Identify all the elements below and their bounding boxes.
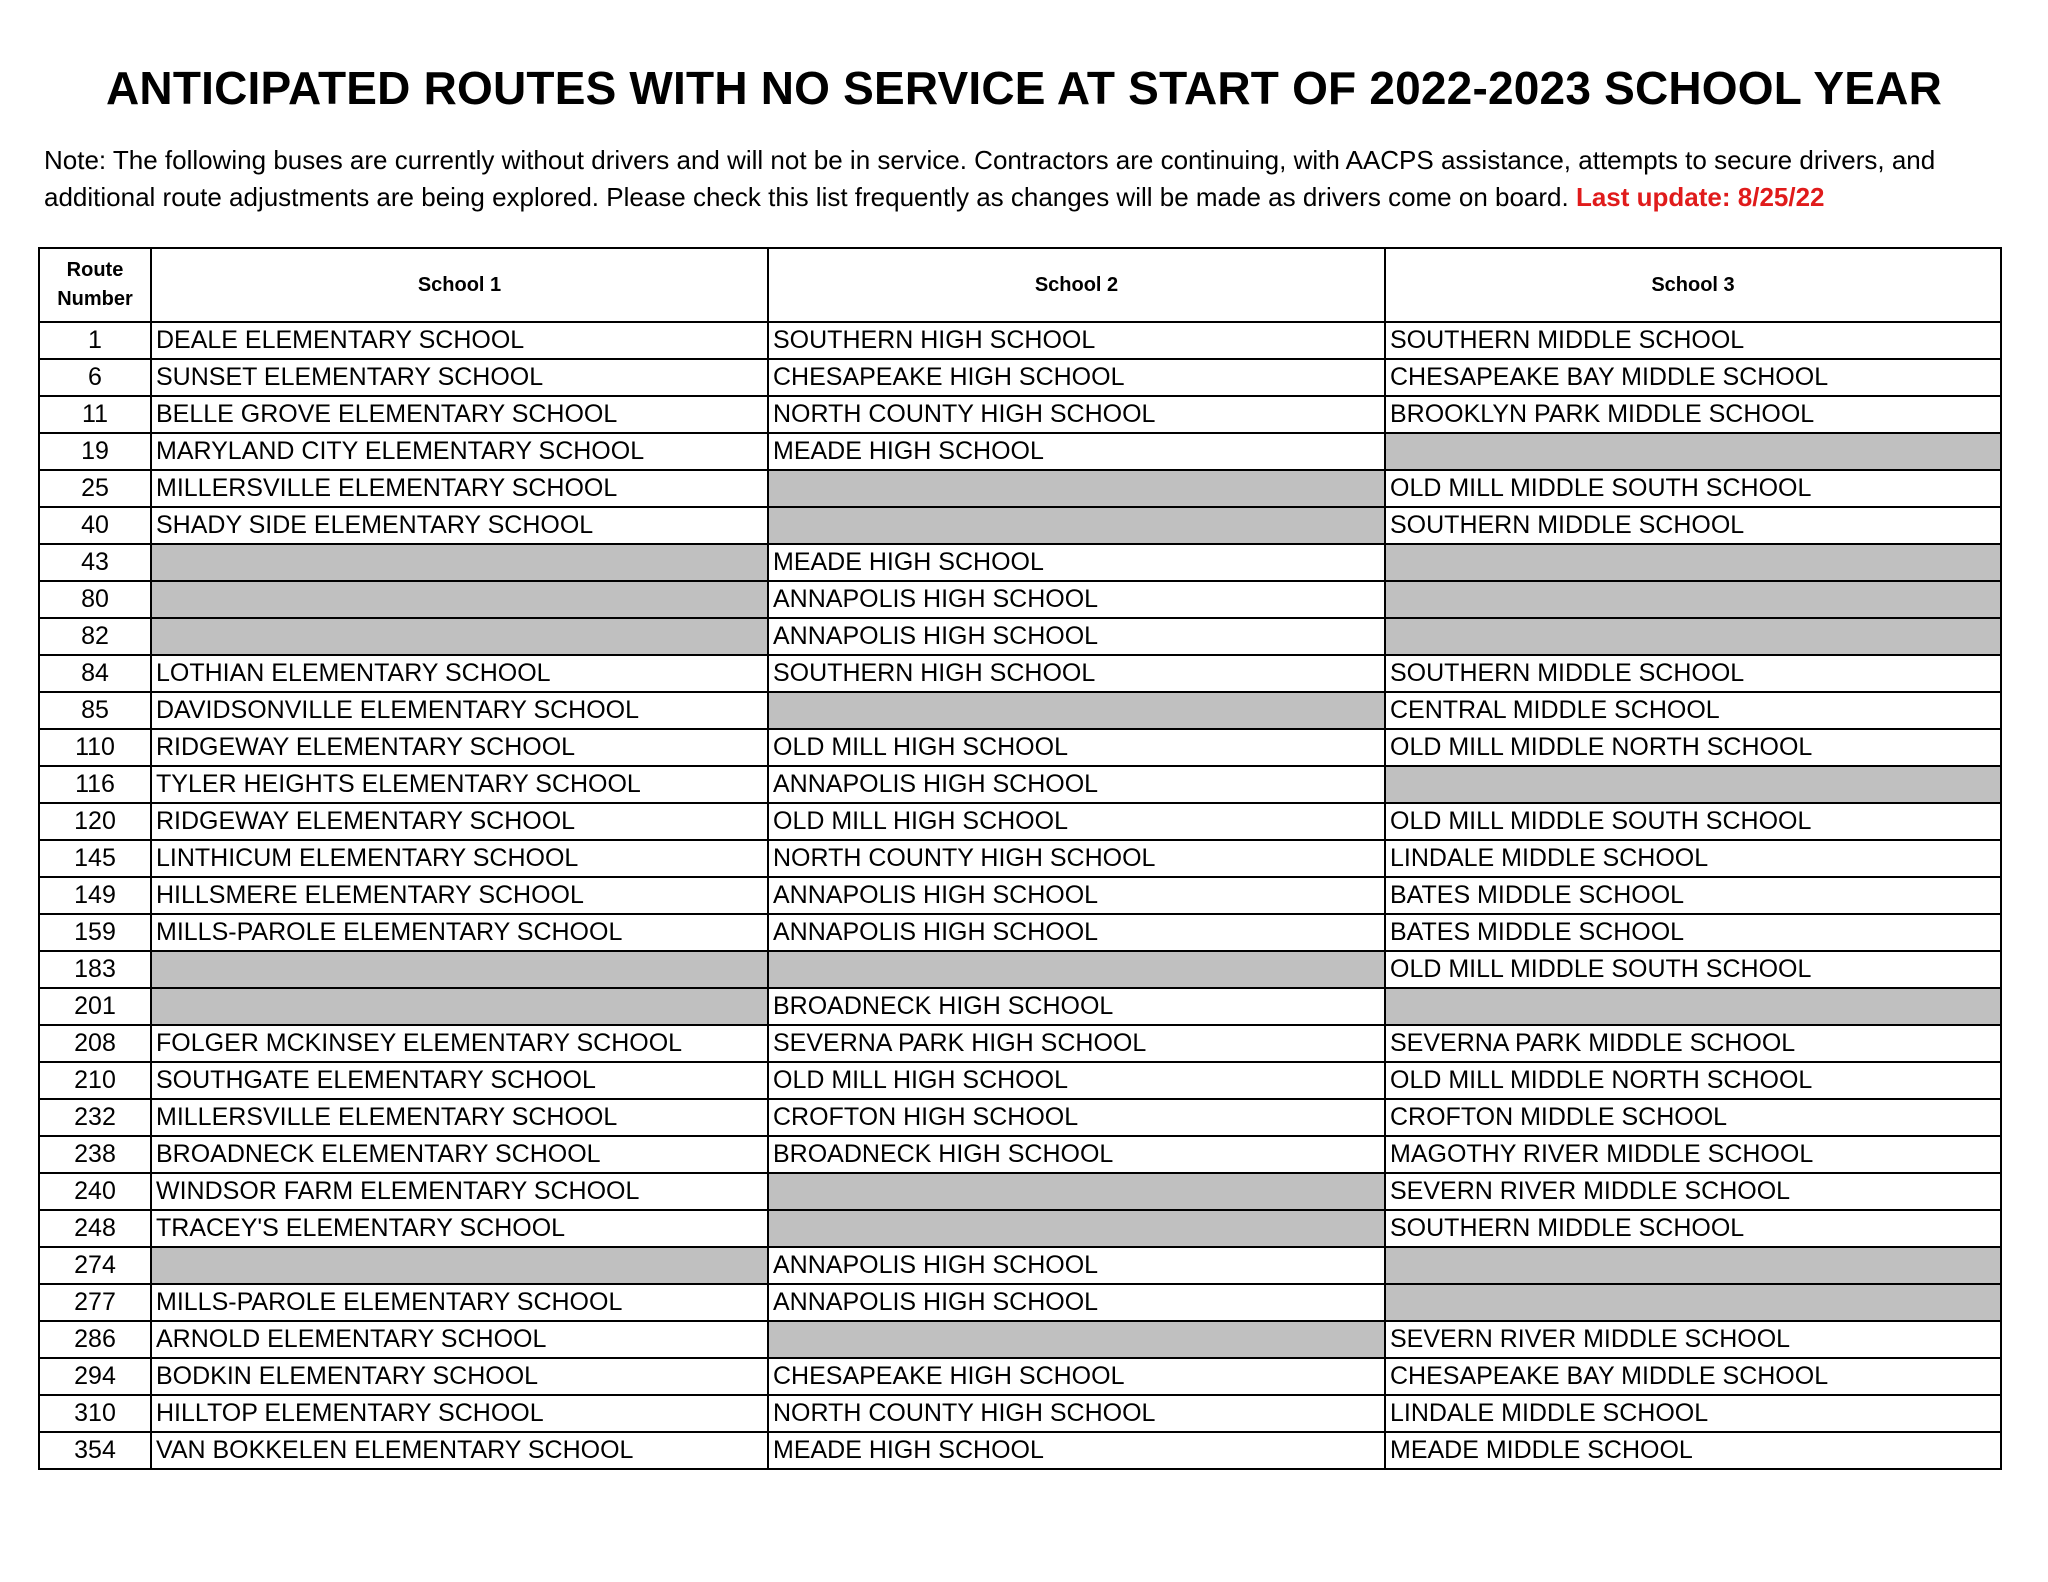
school-3-cell: SOUTHERN MIDDLE SCHOOL (1385, 507, 2001, 544)
header-school-2: School 2 (768, 248, 1385, 322)
school-1-cell: SHADY SIDE ELEMENTARY SCHOOL (151, 507, 768, 544)
school-2-cell: NORTH COUNTY HIGH SCHOOL (768, 840, 1385, 877)
route-number-cell: 80 (39, 581, 151, 618)
school-2-cell: BROADNECK HIGH SCHOOL (768, 988, 1385, 1025)
school-2-cell: MEADE HIGH SCHOOL (768, 544, 1385, 581)
last-update: Last update: 8/25/22 (1575, 182, 1825, 212)
route-number-cell: 286 (39, 1321, 151, 1358)
route-number-cell: 1 (39, 322, 151, 359)
table-row (39, 1247, 2001, 1284)
school-2-cell: ANNAPOLIS HIGH SCHOOL (768, 618, 1385, 655)
route-number-cell: 82 (39, 618, 151, 655)
table-row (39, 507, 2001, 544)
school-1-cell (151, 951, 768, 988)
header-school-3: School 3 (1385, 248, 2001, 322)
school-3-cell: CHESAPEAKE BAY MIDDLE SCHOOL (1385, 359, 2001, 396)
school-2-cell: NORTH COUNTY HIGH SCHOOL (768, 396, 1385, 433)
route-number-cell: 201 (39, 988, 151, 1025)
school-1-cell: LINTHICUM ELEMENTARY SCHOOL (151, 840, 768, 877)
routes-table (38, 247, 2002, 1470)
school-2-cell: CHESAPEAKE HIGH SCHOOL (768, 359, 1385, 396)
table-row (39, 766, 2001, 803)
table-row (39, 803, 2001, 840)
school-3-cell: CENTRAL MIDDLE SCHOOL (1385, 692, 2001, 729)
routes-table-body (39, 322, 2001, 1469)
table-row (39, 396, 2001, 433)
school-1-cell: HILLSMERE ELEMENTARY SCHOOL (151, 877, 768, 914)
school-3-cell: OLD MILL MIDDLE SOUTH SCHOOL (1385, 470, 2001, 507)
route-number-cell: 248 (39, 1210, 151, 1247)
school-1-cell (151, 618, 768, 655)
table-row (39, 1358, 2001, 1395)
school-3-cell: SEVERN RIVER MIDDLE SCHOOL (1385, 1173, 2001, 1210)
school-2-cell: CHESAPEAKE HIGH SCHOOL (768, 1358, 1385, 1395)
school-1-cell: MILLERSVILLE ELEMENTARY SCHOOL (151, 470, 768, 507)
school-3-cell (1385, 766, 2001, 803)
route-number-cell: 274 (39, 1247, 151, 1284)
route-number-cell: 145 (39, 840, 151, 877)
table-row (39, 581, 2001, 618)
school-1-cell: TYLER HEIGHTS ELEMENTARY SCHOOL (151, 766, 768, 803)
route-number-cell: 19 (39, 433, 151, 470)
school-2-cell: OLD MILL HIGH SCHOOL (768, 803, 1385, 840)
school-2-cell (768, 1321, 1385, 1358)
route-number-cell: 110 (39, 729, 151, 766)
route-number-cell: 159 (39, 914, 151, 951)
school-3-cell: OLD MILL MIDDLE SOUTH SCHOOL (1385, 803, 2001, 840)
school-3-cell (1385, 618, 2001, 655)
route-number-cell: 116 (39, 766, 151, 803)
school-3-cell (1385, 1247, 2001, 1284)
table-row (39, 544, 2001, 581)
table-row (39, 433, 2001, 470)
school-3-cell (1385, 544, 2001, 581)
school-1-cell: FOLGER MCKINSEY ELEMENTARY SCHOOL (151, 1025, 768, 1062)
school-3-cell: SOUTHERN MIDDLE SCHOOL (1385, 322, 2001, 359)
school-3-cell: SOUTHERN MIDDLE SCHOOL (1385, 1210, 2001, 1247)
school-3-cell: SEVERN RIVER MIDDLE SCHOOL (1385, 1321, 2001, 1358)
school-1-cell: LOTHIAN ELEMENTARY SCHOOL (151, 655, 768, 692)
school-1-cell: MILLS-PAROLE ELEMENTARY SCHOOL (151, 914, 768, 951)
school-2-cell (768, 470, 1385, 507)
table-row (39, 840, 2001, 877)
table-row (39, 877, 2001, 914)
route-number-cell: 11 (39, 396, 151, 433)
table-row (39, 1395, 2001, 1432)
route-number-cell: 238 (39, 1136, 151, 1173)
table-row (39, 951, 2001, 988)
route-number-cell: 43 (39, 544, 151, 581)
route-number-cell: 210 (39, 1062, 151, 1099)
school-1-cell: RIDGEWAY ELEMENTARY SCHOOL (151, 803, 768, 840)
school-2-cell: SEVERNA PARK HIGH SCHOOL (768, 1025, 1385, 1062)
table-row (39, 914, 2001, 951)
school-1-cell (151, 1247, 768, 1284)
school-1-cell: TRACEY'S ELEMENTARY SCHOOL (151, 1210, 768, 1247)
school-2-cell: ANNAPOLIS HIGH SCHOOL (768, 1247, 1385, 1284)
school-1-cell: WINDSOR FARM ELEMENTARY SCHOOL (151, 1173, 768, 1210)
table-row (39, 1284, 2001, 1321)
school-2-cell: BROADNECK HIGH SCHOOL (768, 1136, 1385, 1173)
route-number-cell: 294 (39, 1358, 151, 1395)
route-number-cell: 277 (39, 1284, 151, 1321)
school-1-cell: BODKIN ELEMENTARY SCHOOL (151, 1358, 768, 1395)
table-row (39, 359, 2001, 396)
school-1-cell: BELLE GROVE ELEMENTARY SCHOOL (151, 396, 768, 433)
school-3-cell: MAGOTHY RIVER MIDDLE SCHOOL (1385, 1136, 2001, 1173)
school-2-cell (768, 1210, 1385, 1247)
page-title: ANTICIPATED ROUTES WITH NO SERVICE AT START OF 2022-2023 SCHOOL YEAR (106, 62, 1942, 114)
school-2-cell: MEADE HIGH SCHOOL (768, 1432, 1385, 1469)
route-number-cell: 84 (39, 655, 151, 692)
route-number-cell: 310 (39, 1395, 151, 1432)
school-3-cell (1385, 1284, 2001, 1321)
school-2-cell (768, 507, 1385, 544)
school-2-cell: OLD MILL HIGH SCHOOL (768, 729, 1385, 766)
school-1-cell: SOUTHGATE ELEMENTARY SCHOOL (151, 1062, 768, 1099)
table-row (39, 1173, 2001, 1210)
school-3-cell: SEVERNA PARK MIDDLE SCHOOL (1385, 1025, 2001, 1062)
route-number-cell: 25 (39, 470, 151, 507)
school-1-cell: MILLERSVILLE ELEMENTARY SCHOOL (151, 1099, 768, 1136)
school-3-cell: OLD MILL MIDDLE NORTH SCHOOL (1385, 729, 2001, 766)
school-2-cell (768, 692, 1385, 729)
note-text: Note: The following buses are currently without drivers and will not be in service. Contractors are continuing, with AACPS assistance, attempts to secure drivers, and additional route adjustments are being explored. Please check this list frequently as changes will be made as drivers come on board. (44, 145, 1936, 212)
school-3-cell: CHESAPEAKE BAY MIDDLE SCHOOL (1385, 1358, 2001, 1395)
school-2-cell: ANNAPOLIS HIGH SCHOOL (768, 581, 1385, 618)
school-1-cell: RIDGEWAY ELEMENTARY SCHOOL (151, 729, 768, 766)
table-row (39, 1210, 2001, 1247)
school-1-cell: HILLTOP ELEMENTARY SCHOOL (151, 1395, 768, 1432)
school-2-cell: NORTH COUNTY HIGH SCHOOL (768, 1395, 1385, 1432)
school-2-cell: ANNAPOLIS HIGH SCHOOL (768, 766, 1385, 803)
school-3-cell: BATES MIDDLE SCHOOL (1385, 877, 2001, 914)
school-2-cell: MEADE HIGH SCHOOL (768, 433, 1385, 470)
school-1-cell (151, 544, 768, 581)
school-2-cell: OLD MILL HIGH SCHOOL (768, 1062, 1385, 1099)
school-3-cell: OLD MILL MIDDLE NORTH SCHOOL (1385, 1062, 2001, 1099)
school-1-cell: VAN BOKKELEN ELEMENTARY SCHOOL (151, 1432, 768, 1469)
table-row (39, 1321, 2001, 1358)
route-number-cell: 120 (39, 803, 151, 840)
school-2-cell: ANNAPOLIS HIGH SCHOOL (768, 914, 1385, 951)
school-3-cell: LINDALE MIDDLE SCHOOL (1385, 1395, 2001, 1432)
school-3-cell: CROFTON MIDDLE SCHOOL (1385, 1099, 2001, 1136)
route-number-cell: 6 (39, 359, 151, 396)
school-3-cell: BATES MIDDLE SCHOOL (1385, 914, 2001, 951)
school-1-cell: ARNOLD ELEMENTARY SCHOOL (151, 1321, 768, 1358)
school-3-cell: BROOKLYN PARK MIDDLE SCHOOL (1385, 396, 2001, 433)
school-1-cell: SUNSET ELEMENTARY SCHOOL (151, 359, 768, 396)
route-number-cell: 85 (39, 692, 151, 729)
school-2-cell (768, 1173, 1385, 1210)
school-1-cell: DEALE ELEMENTARY SCHOOL (151, 322, 768, 359)
table-row (39, 1432, 2001, 1469)
school-3-cell (1385, 988, 2001, 1025)
service-note (44, 142, 2024, 216)
school-3-cell: OLD MILL MIDDLE SOUTH SCHOOL (1385, 951, 2001, 988)
school-2-cell: ANNAPOLIS HIGH SCHOOL (768, 1284, 1385, 1321)
school-2-cell: SOUTHERN HIGH SCHOOL (768, 322, 1385, 359)
school-3-cell: MEADE MIDDLE SCHOOL (1385, 1432, 2001, 1469)
table-row (39, 988, 2001, 1025)
school-3-cell (1385, 433, 2001, 470)
header-route-line2: Number (57, 288, 133, 310)
school-1-cell (151, 581, 768, 618)
school-1-cell: BROADNECK ELEMENTARY SCHOOL (151, 1136, 768, 1173)
header-row (39, 248, 2001, 322)
route-number-cell: 208 (39, 1025, 151, 1062)
table-row (39, 322, 2001, 359)
table-row (39, 1025, 2001, 1062)
header-school-1: School 1 (151, 248, 768, 322)
school-2-cell: ANNAPOLIS HIGH SCHOOL (768, 877, 1385, 914)
school-3-cell (1385, 581, 2001, 618)
school-2-cell: SOUTHERN HIGH SCHOOL (768, 655, 1385, 692)
table-row (39, 618, 2001, 655)
school-3-cell: SOUTHERN MIDDLE SCHOOL (1385, 655, 2001, 692)
table-row (39, 692, 2001, 729)
table-row (39, 1136, 2001, 1173)
school-1-cell: MARYLAND CITY ELEMENTARY SCHOOL (151, 433, 768, 470)
header-route-number (39, 248, 151, 322)
school-1-cell: DAVIDSONVILLE ELEMENTARY SCHOOL (151, 692, 768, 729)
route-number-cell: 40 (39, 507, 151, 544)
route-number-cell: 240 (39, 1173, 151, 1210)
school-1-cell (151, 988, 768, 1025)
school-3-cell: LINDALE MIDDLE SCHOOL (1385, 840, 2001, 877)
table-row (39, 1062, 2001, 1099)
route-number-cell: 354 (39, 1432, 151, 1469)
table-row (39, 1099, 2001, 1136)
route-number-cell: 183 (39, 951, 151, 988)
school-2-cell: CROFTON HIGH SCHOOL (768, 1099, 1385, 1136)
school-2-cell (768, 951, 1385, 988)
route-number-cell: 149 (39, 877, 151, 914)
table-row (39, 729, 2001, 766)
table-row (39, 655, 2001, 692)
school-1-cell: MILLS-PAROLE ELEMENTARY SCHOOL (151, 1284, 768, 1321)
header-route-line1: Route (66, 259, 124, 281)
route-number-cell: 232 (39, 1099, 151, 1136)
table-row (39, 470, 2001, 507)
